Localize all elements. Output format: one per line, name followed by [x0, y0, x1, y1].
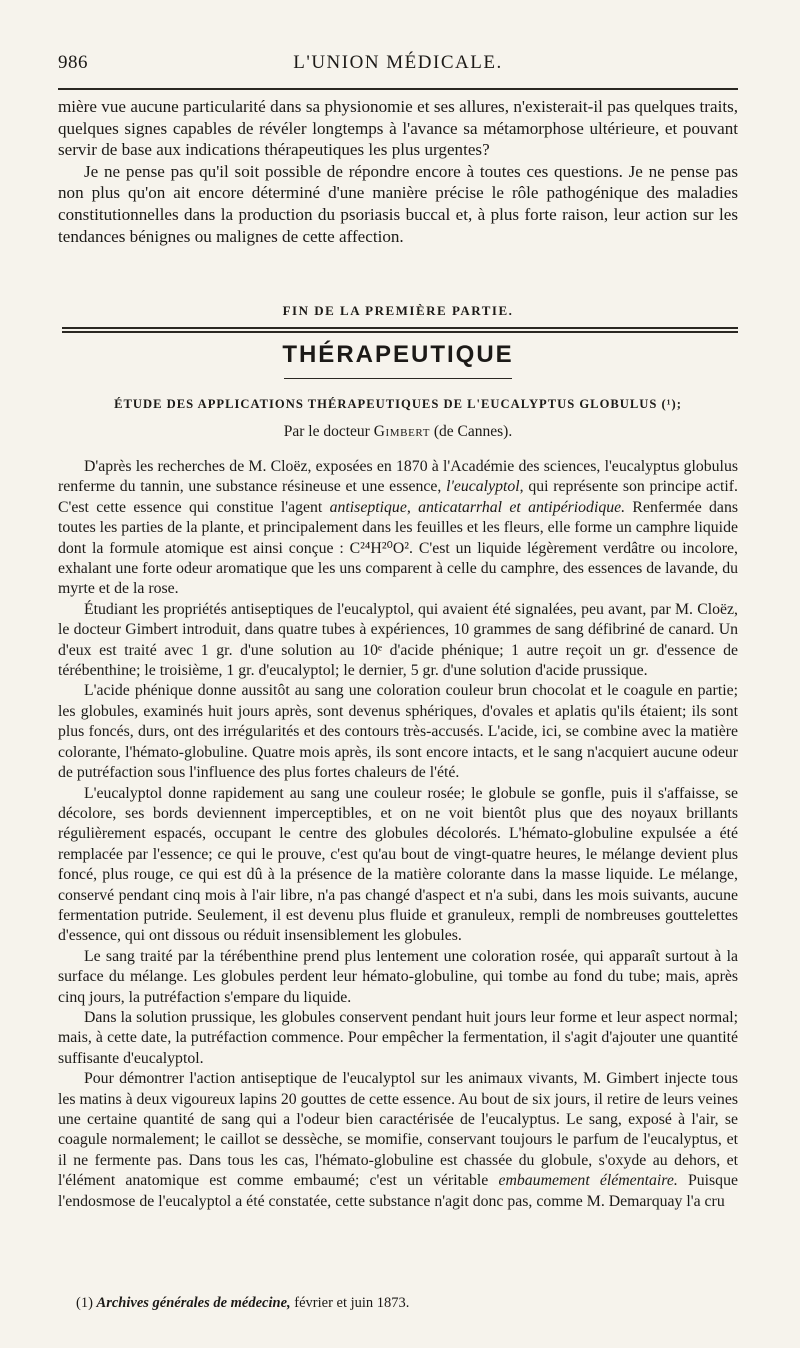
- footnote-marker: (1): [76, 1295, 93, 1311]
- article-body: [58, 457, 738, 1212]
- article-paragraph-5: Le sang traité par la térébenthine prend plus lentement une coloration rosée, qui apparaît surtout à la surface du mélange. Les globules perdent leur hémato-globuline, qui tombe au fond du tube; mais, après cinq jours, la putréfaction s'empare du liquide.: [58, 947, 738, 1006]
- p1-part-c: Renfermée dans toutes les parties de la plante, et principalement dans les feuilles et les fleurs, elle forme un camphre liquide dont la formule atomique est ainsi conçue : C²⁴H²⁰O². C'est un liquide légèrement verdâtre ou incolore, exhalant une forte odeur aromatique que les uns comparent à celle du camphre, des essences de lavande, du myrte et de la rose.: [58, 498, 738, 598]
- part-rule-1: [62, 327, 738, 329]
- journal-title: L'UNION MÉDICALE.: [293, 52, 503, 73]
- article-paragraph-2: Étudiant les propriétés antiseptiques de l'eucalyptol, qui avaient été signalées, peu avant, par M. Cloëz, le docteur Gimbert introduit, dans quatre tubes à expériences, 10 grammes de sang défibriné de canard. Un d'eux est traité avec 1 gr. d'une solution au 10ᵉ d'acide phénique; 1 autre reçoit un gr. d'essence de térébenthine; le troisième, 1 gr. d'eucalyptol; le dernier, 5 gr. d'une solution d'acide prussique.: [58, 600, 738, 680]
- embaumement-term: embaumement élémentaire.: [498, 1172, 678, 1190]
- eucalyptol-term: l'eucalyptol: [446, 478, 520, 496]
- byline-prefix: Par le docteur: [283, 423, 370, 440]
- article-paragraph-1: [58, 457, 738, 600]
- article-title-text: ÉTUDE DES APPLICATIONS THÉRAPEUTIQUES DE L'EUCALYPTUS GLOBULUS: [114, 397, 658, 411]
- intro-paragraph-2: Je ne pense pas qu'il soit possible de répondre encore à toutes ces questions. Je ne pense pas non plus qu'on ait encore déterminé d'une manière précise le rôle pathogénique des maladies constitutionnelles dans la production du psoriasis buccal et, à plus forte raison, leur action sur les tendances bénignes ou malignes de cette affection.: [58, 161, 738, 246]
- byline-suffix: (de Cannes).: [433, 423, 513, 440]
- article-paragraph-7: [58, 1069, 738, 1212]
- part-rule-2: [62, 331, 738, 333]
- article-title-suffix: ;: [676, 397, 682, 411]
- p1-part-b: , qui représente son principe actif. C'est cette essence qui constitue l'agent: [58, 478, 738, 516]
- last-part-b: Puisque l'endosmose de l'eucalyptol a été constatée, cette substance n'agit donc pas, comme M. Demarquay l'a cru: [58, 1172, 738, 1210]
- section-title: THÉRAPEUTIQUE: [282, 341, 514, 368]
- footnote: [76, 1295, 409, 1312]
- end-of-part-marker: FIN DE LA PREMIÈRE PARTIE.: [282, 303, 514, 318]
- article-byline: [54, 423, 742, 441]
- p1-part-a: D'après les recherches de M. Cloëz, exposées en 1870 à l'Académie des sciences, l'eucalyptus globulus renferme du tannin, une substance résineuse et une essence,: [58, 458, 738, 496]
- page-number: 986: [58, 52, 88, 73]
- running-header: [54, 50, 742, 80]
- article-paragraph-6: Dans la solution prussique, les globules conservent pendant huit jours leur forme et leur aspect normal; mais, à cette date, la putréfaction commence. Pour empêcher la fermentation, il s'agit d'ajouter une quantité suffisante d'eucalyptol.: [58, 1008, 738, 1067]
- header-rule: [58, 88, 738, 90]
- last-part-a: Pour démontrer l'action antiseptique de l'eucalyptol sur les animaux vivants, M. Gimbert injecte tous les matins à deux vigoureux lapins 20 gouttes de cette essence. Au bout de six jours, il retire de leurs veines une certaine quantité de sang qui a l'odeur bien caractérisée de l'eucalyptus. Le sang, exposé à l'air, se coagule normalement; le caillot se dessèche, se momifie, conservant toujours le parfum de l'eucalyptus, et il ne fermente pas. Dans tous les cas, l'hémato-globuline est chassée du globule, s'oxyde au dehors, et l'élément anatomique est comme embaumé; c'est un véritable: [58, 1070, 738, 1190]
- footnote-source: Archives générales de médecine,: [96, 1295, 291, 1311]
- agent-properties: antiseptique, anticatarrhal et antipériodique.: [329, 498, 626, 516]
- footnote-reference[interactable]: (¹): [661, 397, 677, 411]
- article-paragraph-4: L'eucalyptol donne rapidement au sang une couleur rosée; le globule se gonfle, puis il s'affaisse, se décolore, ses bords deviennent imperceptibles, et on ne voit bientôt plus que des noyaux brillants régulièrement espacés, occupant le centre des globules décolorés. L'hémato-globuline expulsée a été remplacée par l'essence; ce qui le prouve, c'est qu'au bout de vingt-quatre heures, le mélange devient plus foncé, plus rouge, ce qui est dû à la présence de la matière colorante dans la masse liquide. Le mélange, conservé pendant cinq mois à l'air libre, n'a pas changé d'aspect et n'a subi, dans les mois suivants, aucune fermentation putride. Seulement, il est devenu plus fluide et granuleux, rempli de nombreuses gouttelettes d'essence, qui ont dissous ou réduit insensiblement les globules.: [58, 784, 738, 945]
- article-title: [54, 397, 742, 412]
- journal-page: [54, 0, 742, 1348]
- footnote-dates: février et juin 1873.: [294, 1295, 410, 1311]
- intro-paragraph-1: mière vue aucune particularité dans sa physionomie et ses allures, n'existerait-il pas quelques traits, quelques signes capables de révéler longtemps à l'avance sa métamorphose ultérieure, et pouvant servir de base aux indications thérapeutiques les plus urgentes?: [58, 97, 738, 160]
- intro-text: [58, 96, 738, 247]
- author-name: Gimbert: [373, 423, 431, 440]
- article-paragraph-3: L'acide phénique donne aussitôt au sang une coloration couleur brun chocolat et le coagule en partie; les globules, examinés huit jours après, sont devenus sphériques, d'ovales et aplatis qu'ils étaient; ils sont plus foncés, durs, ont des irrégularités et des contours très-accusés. L'acide, ici, se combine avec la matière colorante, l'hémato-globuline. Quatre mois après, ils sont encore intacts, et le sang n'acquiert aucune odeur de putréfaction sous l'influence des plus fortes chaleurs de l'été.: [58, 682, 738, 782]
- section-rule: [284, 378, 512, 379]
